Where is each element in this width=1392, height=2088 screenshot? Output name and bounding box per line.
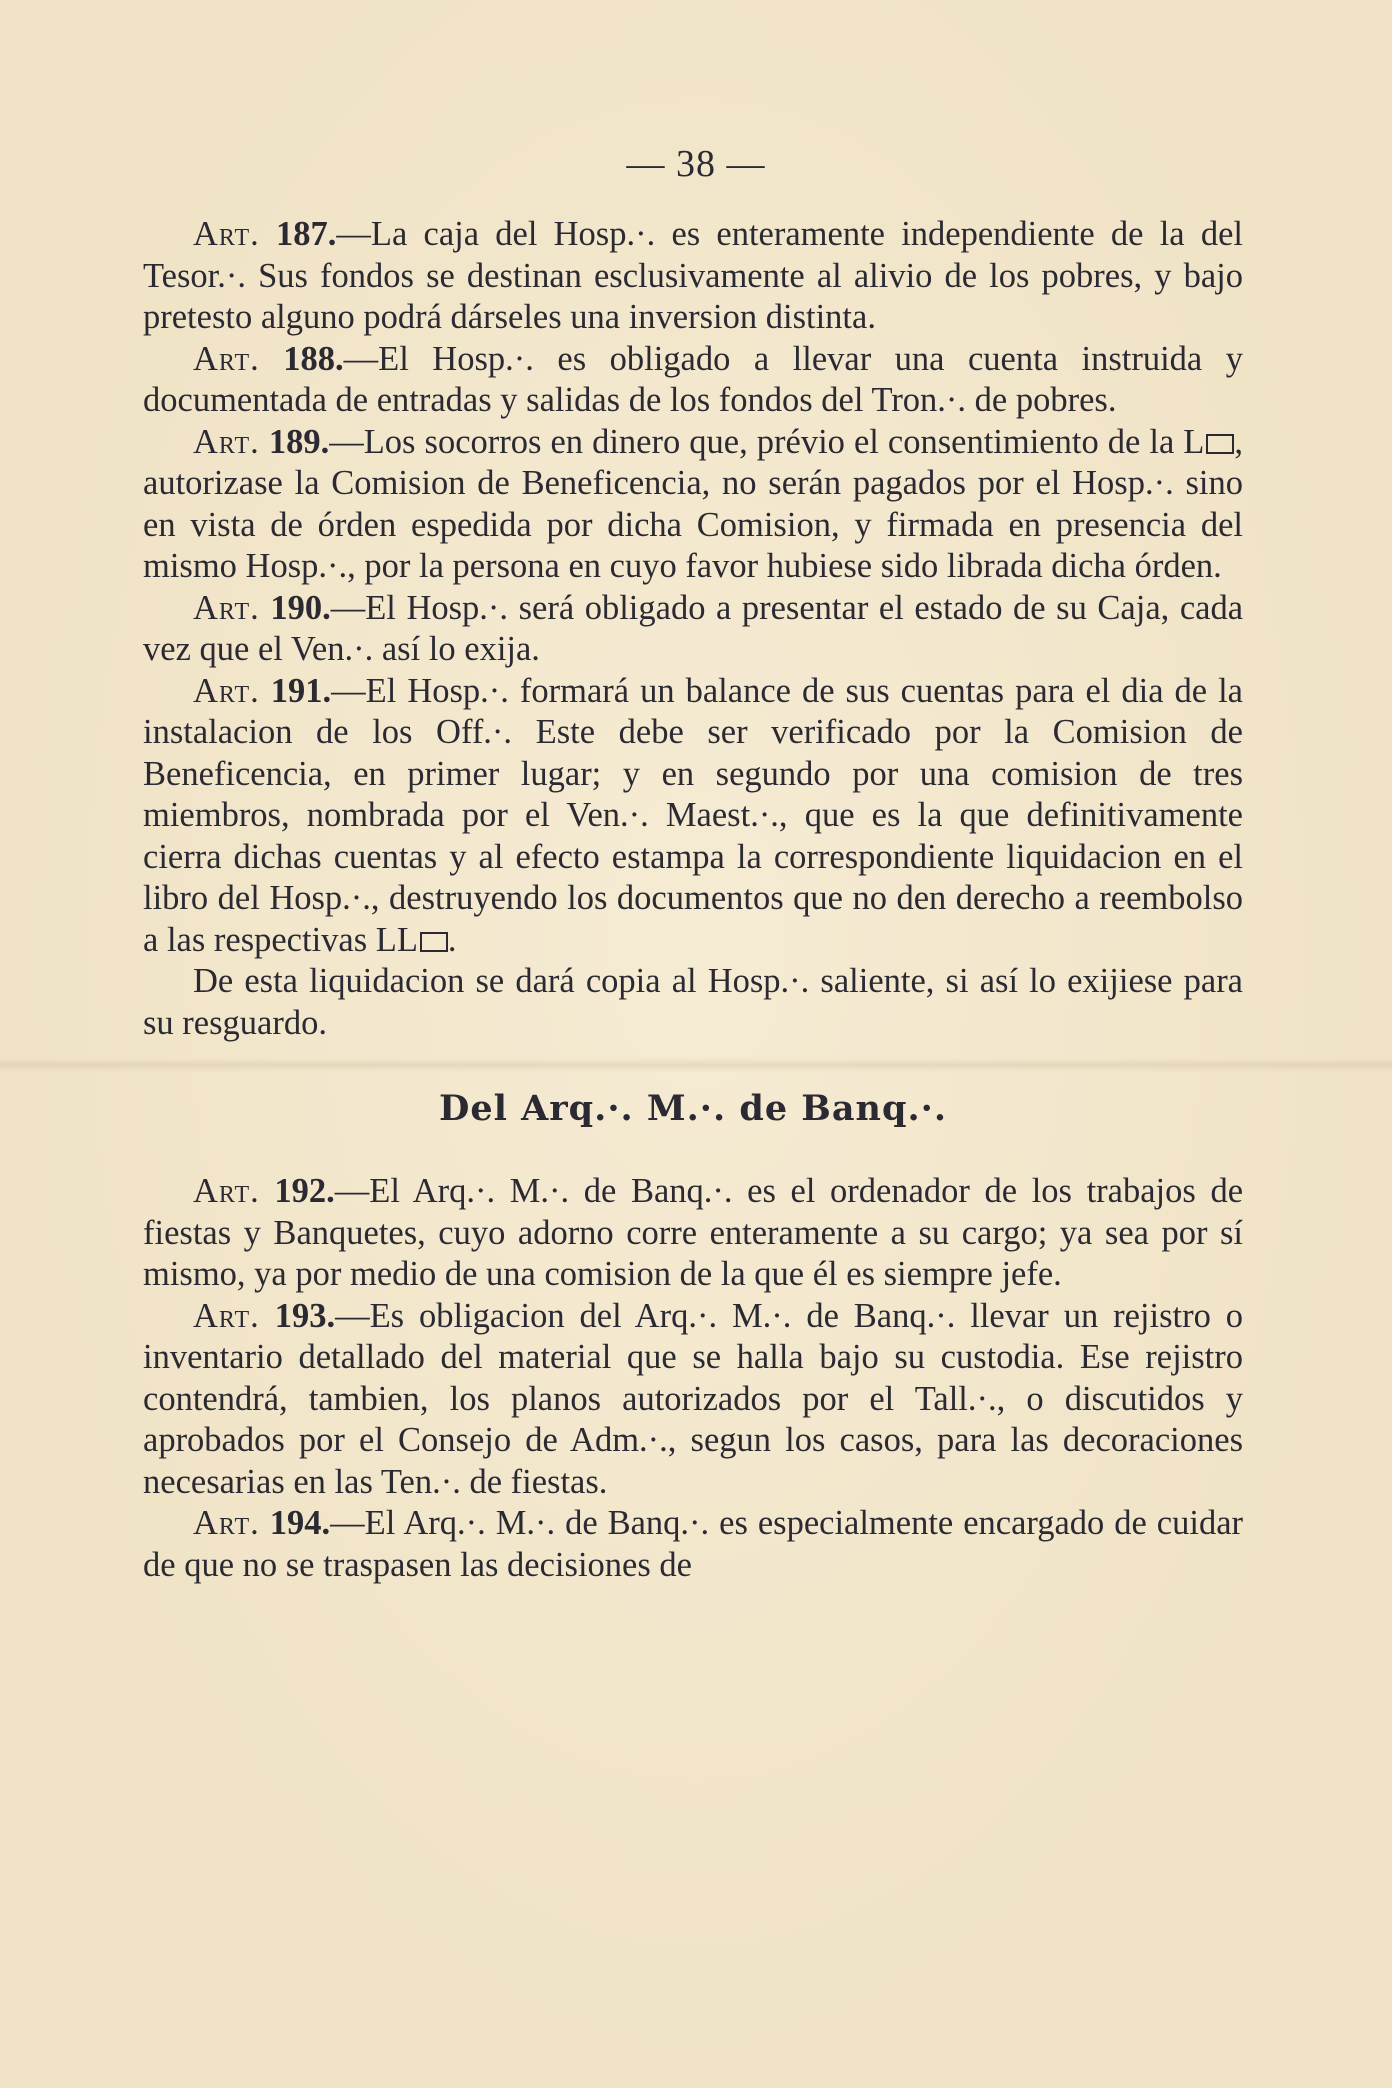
closing-paragraph: De esta liquidacion se dará copia al Hosp.·. saliente, si así lo exijiese para su resguardo. [143,962,1243,1042]
page-number: — 38 — [626,143,766,185]
article-label: Art. [193,422,260,461]
article-text: —El Arq.·. M.·. de Banq.·. es especialmente encargado de cuidar de que no se traspasen las decisiones de [143,1504,1244,1584]
article-text-cont: , autorizase la Comision de Beneficencia, no serán pagados por el Hosp.·. sino en vista de órden espedida por dicha Comision, y firmada en presencia del mismo Hosp.·., por la persona en cuyo favor hubiese sido librada dicha órden. [143,422,1244,585]
article-194 [143,1503,1243,1586]
article-number: 192. [274,1172,335,1210]
article-label: Art. [193,671,260,710]
article-192 [143,1171,1243,1296]
article-text: —Los socorros en dinero que, prévio el consentimiento de la L [329,422,1205,461]
article-188 [143,339,1243,422]
article-189 [143,422,1243,588]
article-label: Art. [193,1172,260,1210]
article-number: 191. [270,671,332,710]
article-187 [143,214,1243,339]
article-190 [143,588,1243,671]
article-number: 187. [276,215,337,253]
article-text: —El Arq.·. M.·. de Banq.·. es el ordenador de los trabajos de fiestas y Banquetes, cuyo adorno corre enteramente a su cargo; ya sea por sí mismo, ya por medio de una comision de la que él es siempre jefe. [143,1172,1244,1293]
article-text: —El Hosp.·. es obligado a llevar una cuenta instruida y documentada de entradas y salidas de los fondos del Tron.·. de pobres. [143,339,1243,419]
lodge-square-icon [1206,434,1234,454]
article-number: 189. [268,422,330,461]
article-label: Art. [193,1296,260,1335]
article-193 [143,1296,1243,1504]
article-number: 194. [269,1504,331,1542]
article-text-cont: . [447,920,457,959]
lodge-square-icon [420,932,448,952]
article-text: —Es obligacion del Arq.·. M.·. de Banq.·. llevar un rejistro o inventario detallado del material que se halla bajo su custodia. Ese rejistro contendrá, tambien, los planos autorizados por el Tall.·., o discutidos y aprobados por el Consejo de Adm.·., segun los casos, para las decoraciones necesarias en las Ten.·. de fiestas. [143,1296,1243,1501]
article-label: Art. [193,1504,260,1542]
article-text: —El Hosp.·. formará un balance de sus cuentas para el dia de la instalacion de los Off.·. Este debe ser verificado por la Comision de Beneficencia, en primer lugar; y en segundo por una comision de tres miembros, nombrada por el Ven.·. Maest.·., que es la que definitivamente cierra dichas cuentas y al efecto estampa la correspondiente liquidacion en el libro del Hosp.·., destruyendo los documentos que no den derecho a reembolso a las respectivas LL [143,671,1243,959]
article-number: 193. [274,1296,336,1335]
article-number: 190. [270,588,331,627]
article-label: Art. [193,215,260,253]
article-number: 188. [283,339,344,378]
page-body [143,214,1243,1586]
article-text: —El Hosp.·. será obligado a presentar el estado de su Caja, cada vez que el Ven.·. así lo exija. [143,588,1244,668]
article-191 [143,671,1243,962]
article-text: —La caja del Hosp.·. es enteramente independiente de la del Tesor.·. Sus fondos se destinan esclusivamente al alivio de los pobres, y bajo pretesto alguno podrá dárseles una inversion distinta. [143,215,1243,336]
article-label: Art. [193,588,260,627]
section-title: Del Arq.·. M.·. de Banq.·. [438,1088,948,1129]
article-label: Art. [193,339,260,378]
